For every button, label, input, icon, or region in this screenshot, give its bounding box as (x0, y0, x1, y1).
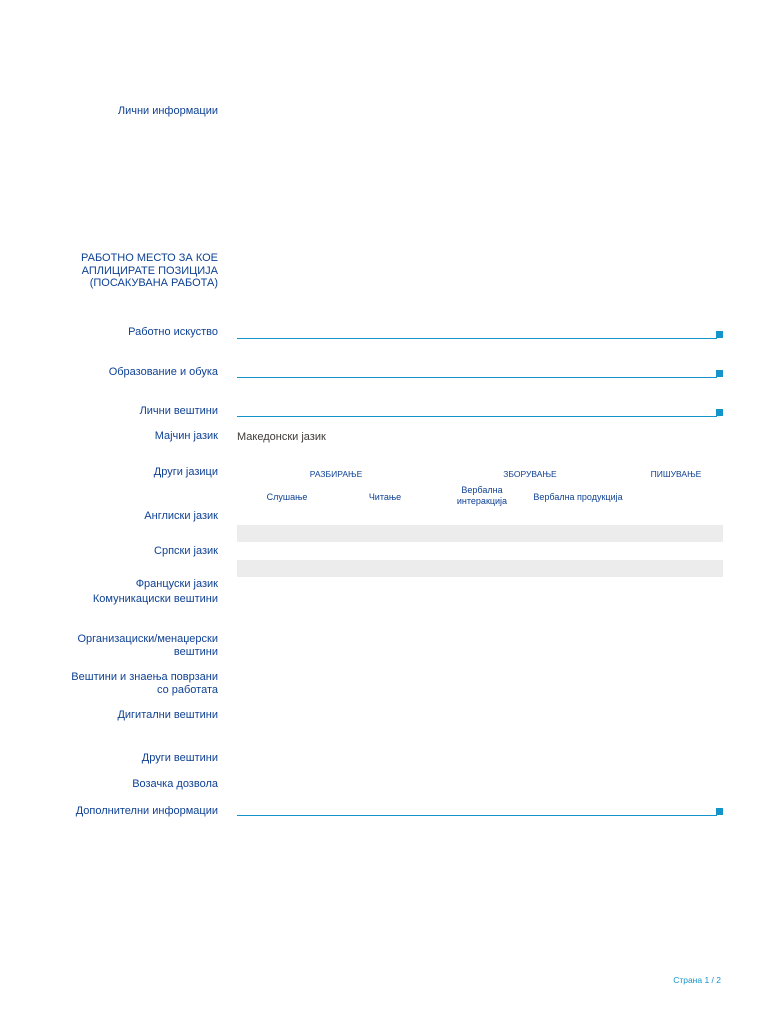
section-job-applied: РАБОТНО МЕСТО ЗА КОЕ АПЛИЦИРАТЕ ПОЗИЦИЈА (ПОСАКУВАНА РАБОТА) (81, 252, 218, 289)
language-french: Француски јазик (135, 578, 218, 590)
section-personal-info: Лични информации (117, 105, 218, 117)
job-related-skills-label: Вештини и знаења поврзани со работата (71, 671, 218, 696)
organisational-skills-label: Организациски/менаџерски вештини (77, 633, 218, 658)
section-additional-info: Дополнителни информации (75, 805, 218, 817)
page-number: Страна 1 / 2 (673, 975, 721, 985)
education-rule-marker (716, 370, 723, 377)
section-work-experience: Работно искуство (128, 326, 218, 338)
additional-info-rule-marker (716, 808, 723, 815)
mother-tongue-label: Мајчин јазик (154, 430, 218, 442)
language-row-shade-2 (237, 560, 723, 577)
other-skills-label: Други вештини (141, 752, 218, 764)
language-serbian: Српски јазик (154, 545, 218, 557)
personal-skills-rule-marker (716, 409, 723, 416)
language-row-shade-1 (237, 525, 723, 542)
other-languages-label: Други јазици (153, 466, 218, 478)
additional-info-rule (237, 815, 717, 816)
header-writing: ПИШУВАЊЕ (650, 469, 702, 479)
subheader-production: Вербална продукција (533, 492, 623, 502)
personal-skills-rule (237, 416, 717, 417)
subheader-reading: Читање (368, 492, 402, 502)
mother-tongue-value: Македонски јазик (237, 431, 326, 443)
digital-skills-label: Дигитални вештини (117, 709, 218, 721)
subheader-listening: Слушање (266, 492, 308, 502)
section-personal-skills: Лични вештини (139, 405, 218, 417)
subheader-interaction: Вербална интеракција (456, 485, 508, 506)
section-education: Образование и обука (108, 366, 218, 378)
header-speaking: ЗБОРУВАЊЕ (503, 469, 557, 479)
language-english: Англиски јазик (144, 510, 218, 522)
header-understanding: РАЗБИРАЊЕ (309, 469, 363, 479)
education-rule (237, 377, 717, 378)
communication-skills-label: Комуникациски вештини (92, 593, 218, 605)
work-experience-rule-marker (716, 331, 723, 338)
driving-licence-label: Возачка дозвола (132, 778, 218, 790)
work-experience-rule (237, 338, 717, 339)
